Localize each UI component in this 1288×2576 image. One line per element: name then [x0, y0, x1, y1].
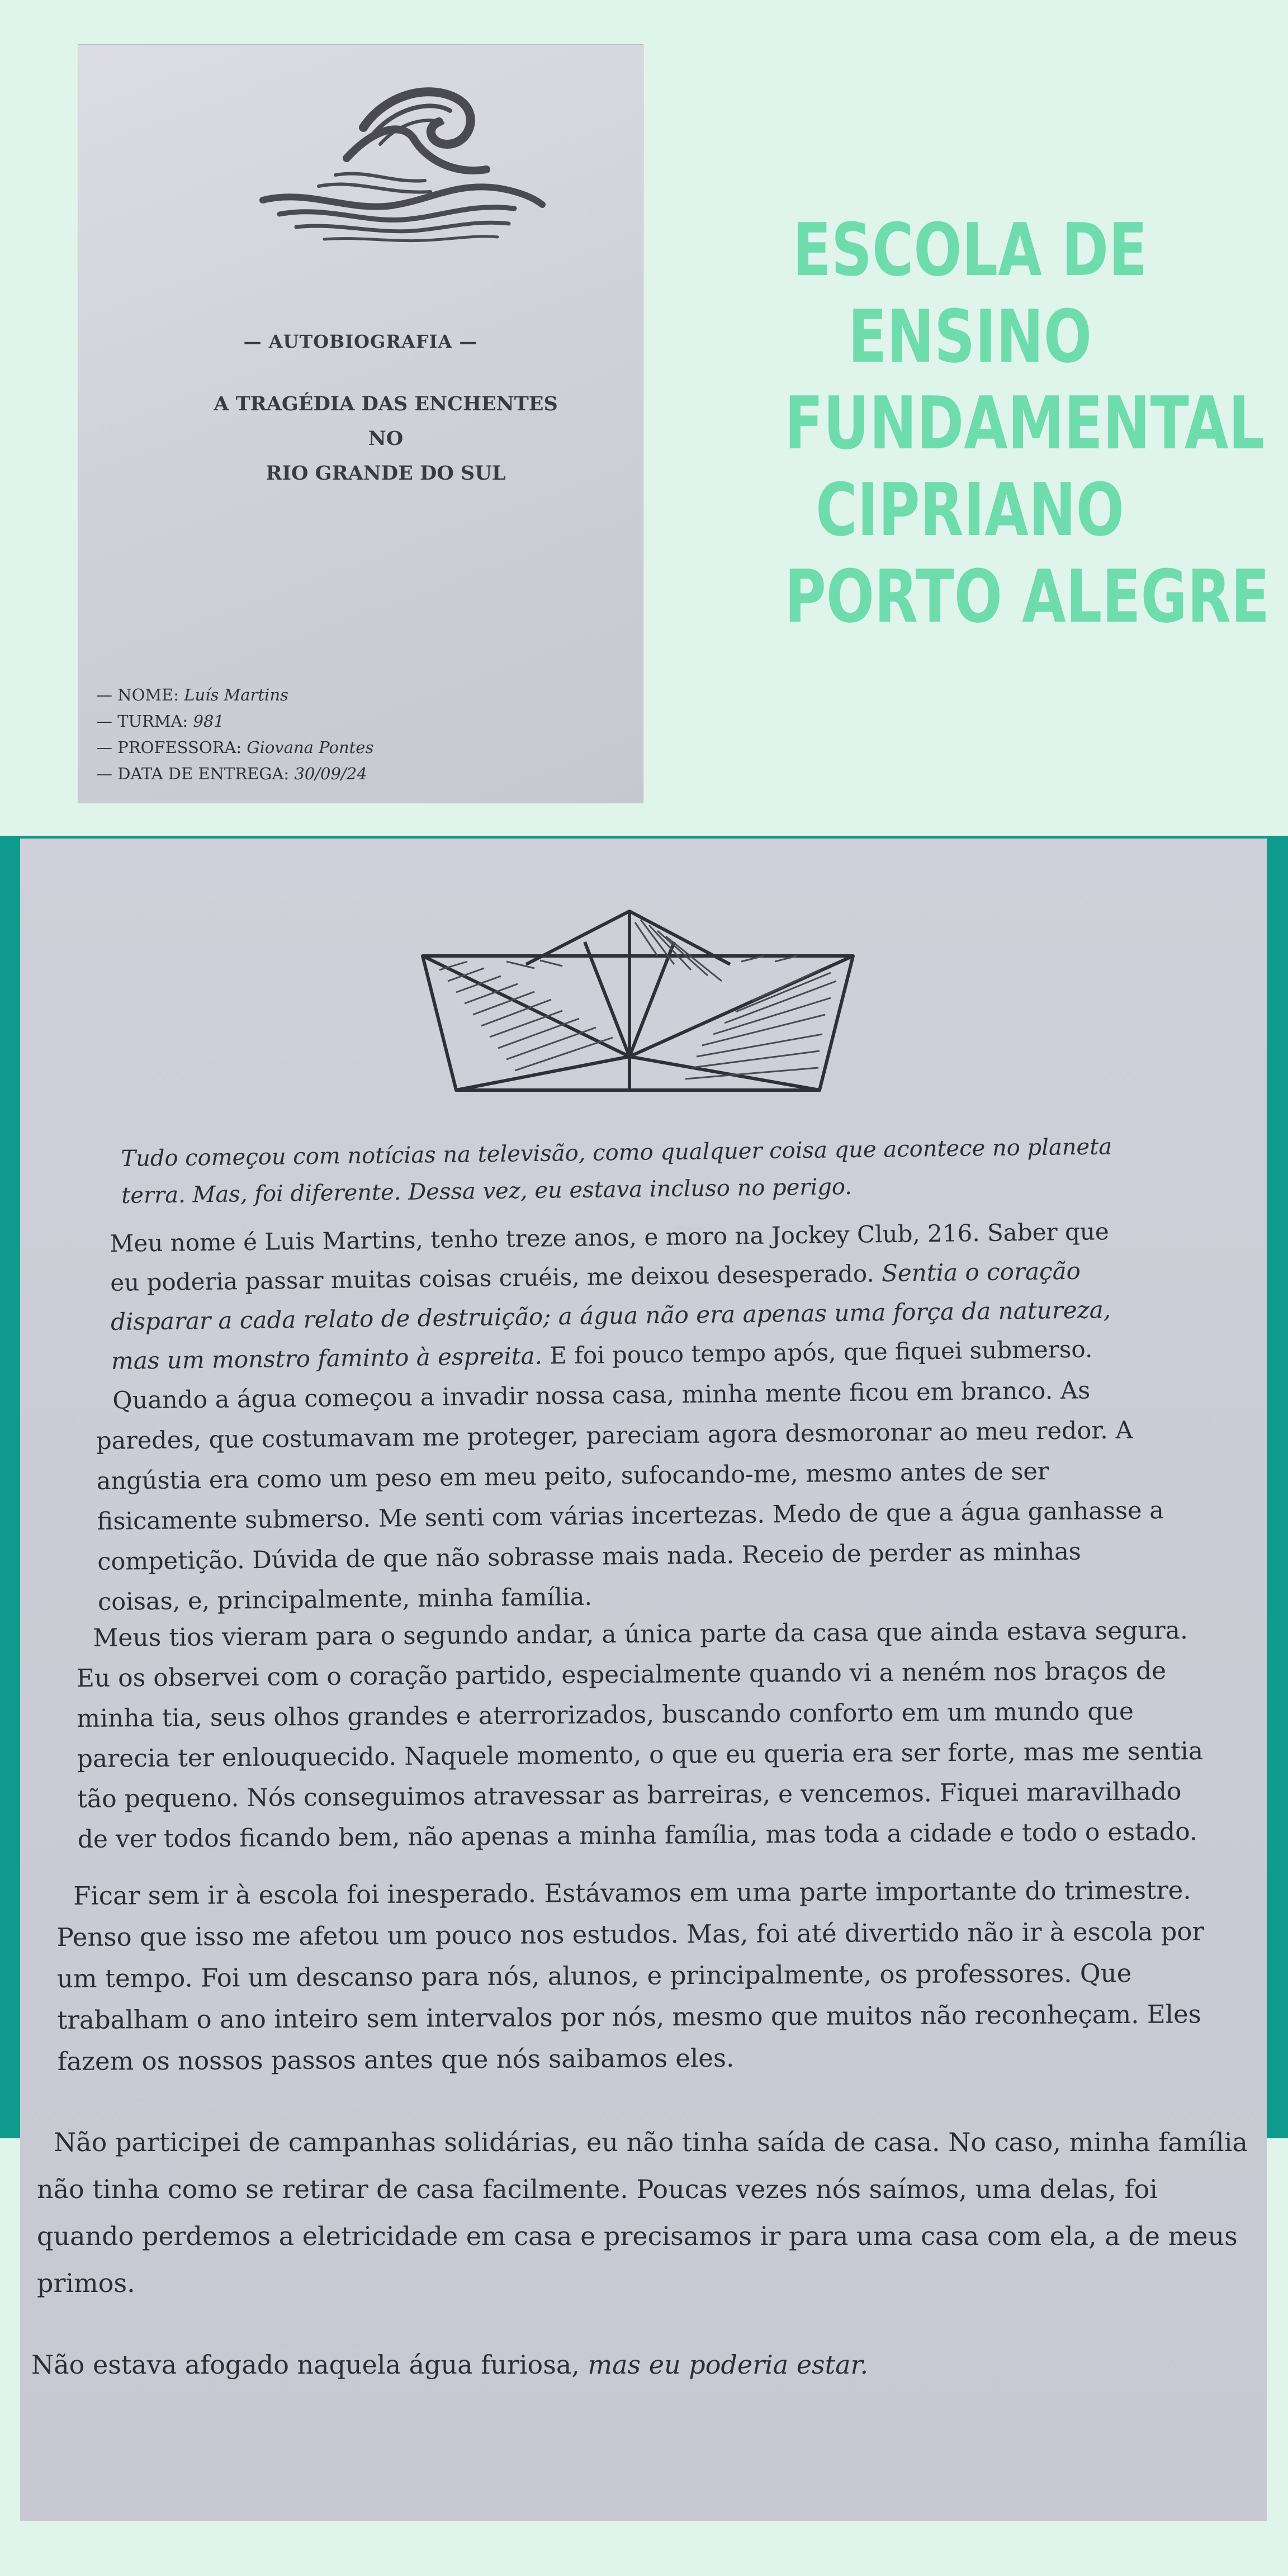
title-line-1: A TRAGÉDIA DAS ENCHENTES NO — [214, 392, 558, 450]
text-page-photo — [20, 839, 1267, 2521]
field-value: Giovana Pontes — [247, 738, 374, 757]
paragraph-6: Não participei de campanhas solidárias, eu não tinha saída de casa. No caso, minha família não tinha como se retirar de casa facilmente. Poucas vezes nós saímos, uma delas, foi quando perdemos a eletricidade em casa e precisamos ir para uma casa com ela, a de meus primos. — [37, 2127, 1248, 2298]
school-name — [784, 207, 1270, 640]
field-label: — PROFESSORA: — [96, 738, 242, 757]
wave-icon — [246, 60, 548, 245]
title-line-2: RIO GRANDE DO SUL — [266, 462, 506, 485]
field-label: — TURMA: — [96, 712, 188, 731]
paragraph-3: Quando a água começou a invadir nossa casa, minha mente ficou em branco. As paredes, que costumavam me proteger, pareciam agora desmoronar ao meu redor. A angústia era como um peso em meu peito, sufocando-me, mesmo antes de ser fisicamente submerso. Me senti com várias incertezas. Medo de que a água ganhasse a competição. Dúvida de que não sobrasse mais nada. Receio de perder as minhas coisas, e, principalmente, minha família. — [96, 1376, 1164, 1616]
student-info — [96, 682, 373, 787]
school-line: ENSINO — [848, 294, 1092, 379]
field-value: Luís Martins — [184, 685, 288, 704]
field-value: 30/09/24 — [294, 764, 367, 783]
school-line: ESCOLA DE — [792, 207, 1148, 292]
paragraph-2-text: Meu nome é Luis Martins, tenho treze anos, e moro na Jockey Club, 216. Saber que eu poderia passar muitas coisas cruéis, me deixou desesperado. — [110, 1218, 1110, 1296]
paragraph-7 — [31, 2342, 1256, 2387]
document-title — [201, 387, 570, 491]
paragraph-2 — [110, 1212, 1140, 1381]
cover-photo — [78, 45, 643, 803]
school-line: PORTO ALEGRE — [784, 554, 1270, 639]
paragraph-2-italic: Sentia o coração disparar a cada relato de destruição; a água não era apenas uma força da natureza, mas um monstro faminto à espreita. — [110, 1257, 1111, 1375]
school-line: FUNDAMENTAL — [784, 381, 1265, 466]
document-kicker: — AUTOBIOGRAFIA — — [243, 331, 478, 352]
field-professora — [96, 735, 373, 761]
field-data-entrega — [96, 761, 373, 787]
field-label: — NOME: — [96, 685, 179, 704]
paragraph-7-italic: mas eu poderia estar. — [588, 2350, 869, 2380]
school-line: CIPRIANO — [816, 467, 1124, 552]
paper-boat-icon — [395, 872, 881, 1096]
paragraph-2-end: E foi pouco tempo após, que fiquei submerso. — [542, 1335, 1093, 1370]
paragraph-4: Meus tios vieram para o segundo andar, a única parte da casa que ainda estava segura. Eu os observei com o coração partido, especialmente quando vi a neném nos braços de minha tia, seus olhos grandes e aterrorizados, buscando conforto em um mundo que parecia ter enlouquecido. Naquele momento, o que eu queria era ser forte, mas me sentia tão pequeno. Nós conseguimos atravessar as barreiras, e vencemos. Fiquei maravilhado de ver todos ficando bem, não apenas a minha família, mas toda a cidade e todo o estado. — [76, 1616, 1204, 1854]
field-turma — [96, 708, 373, 735]
field-nome — [96, 682, 373, 708]
paragraph-1: Tudo começou com notícias na televisão, como qualquer coisa que acontece no planeta terra. Mas, foi diferente. Dessa vez, eu estava incluso no perigo. — [121, 1134, 1112, 1209]
paragraph-7-text: Não estava afogado naquela água furiosa, — [31, 2350, 588, 2380]
field-label: — DATA DE ENTREGA: — [96, 764, 290, 783]
field-value: 981 — [193, 712, 224, 731]
paragraph-5: Ficar sem ir à escola foi inesperado. Estávamos em uma parte importante do trimestre. Penso que isso me afetou um pouco nos estudos. Mas, foi até divertido não ir à escola por um tempo. Foi um descanso para nós, alunos, e principalmente, os professores. Que trabalham o ano inteiro sem intervalos por nós, mesmo que muitos não reconheçam. Eles fazem os nossos passos antes que nós saibamos eles. — [56, 1875, 1205, 2076]
